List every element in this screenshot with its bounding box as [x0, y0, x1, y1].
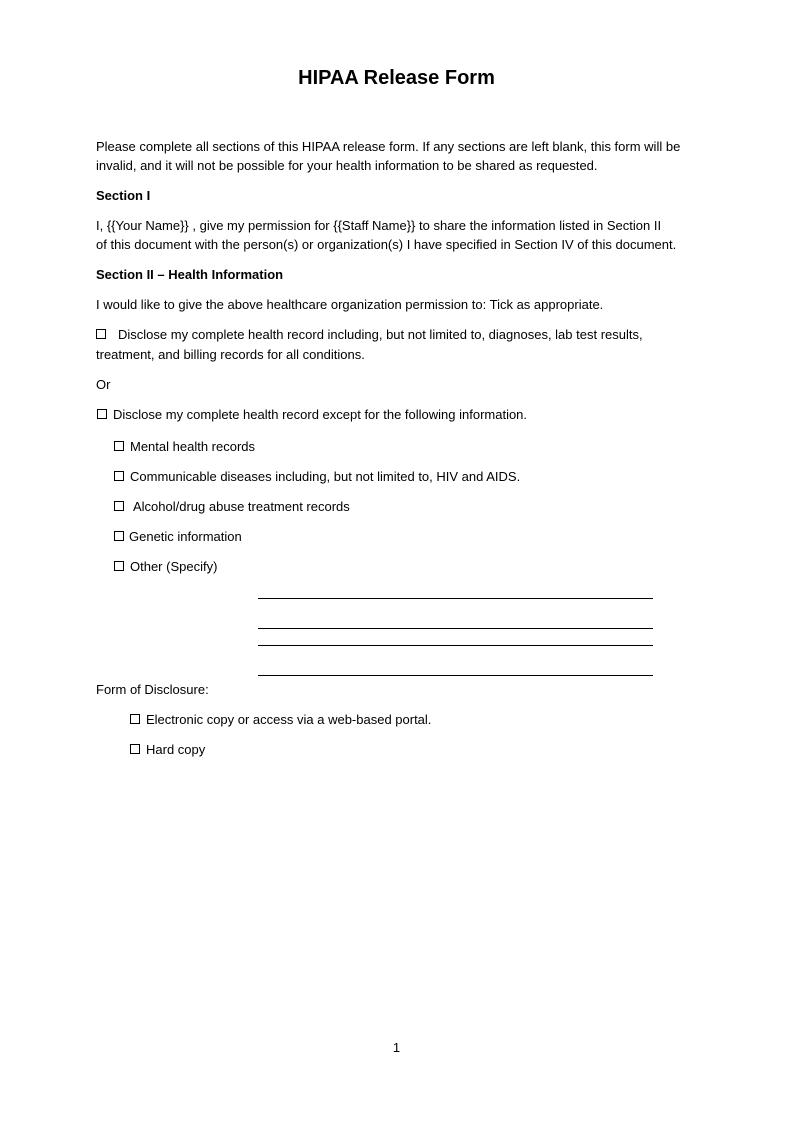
disclosure-label: Form of Disclosure:: [96, 682, 209, 697]
disclosure-checkbox[interactable]: [130, 714, 140, 724]
disclosure-option-label: Hard copy: [146, 742, 206, 757]
exception-label: Other (Specify): [130, 559, 218, 574]
disclosure-option-electronic: [130, 710, 431, 730]
section-1-line-2: of this document with the person(s) or organization(s) I have specified in Section IV of this document.: [96, 237, 677, 252]
exception-label: Genetic information: [129, 529, 242, 544]
exception-label: Mental health records: [130, 439, 256, 454]
except-disclosure-label: Disclose my complete health record except for the following information.: [113, 407, 528, 422]
disclosure-checkbox[interactable]: [130, 744, 140, 754]
exception-checkbox[interactable]: [114, 441, 124, 451]
page-title: HIPAA Release Form: [298, 67, 495, 89]
full-disclosure-checkbox[interactable]: [96, 329, 106, 339]
section-1-heading: Section I: [96, 188, 151, 203]
specify-line[interactable]: [258, 598, 653, 599]
exception-checkbox[interactable]: [114, 501, 124, 511]
specify-line[interactable]: [258, 675, 653, 676]
section-1-line-1: I, {{Your Name}} , give my permission for {{Staff Name}} to share the information listed in Section II: [96, 218, 662, 233]
exception-checkbox[interactable]: [114, 531, 124, 541]
exception-label: Communicable diseases including, but not limited to, HIV and AIDS.: [130, 469, 521, 484]
or-text: Or: [96, 377, 111, 392]
exception-item-mental-health: [114, 437, 255, 457]
exception-label: Alcohol/drug abuse treatment records: [133, 499, 350, 514]
exception-item-communicable-diseases: [114, 467, 520, 487]
exception-checkbox[interactable]: [114, 561, 124, 571]
exception-item-other: [114, 557, 217, 577]
full-disclosure-label-line-1: Disclose my complete health record including, but not limited to, diagnoses, lab test results,: [118, 327, 643, 342]
exception-item-alcohol-drug: [114, 497, 350, 517]
except-disclosure-checkbox[interactable]: [97, 409, 107, 419]
page-number: 1: [392, 1040, 401, 1055]
intro-line-2: invalid, and it will not be possible for your health information to be shared as requested.: [96, 158, 598, 173]
specify-line[interactable]: [258, 628, 653, 629]
intro-line-1: Please complete all sections of this HIPAA release form. If any sections are left blank, this form will be: [96, 139, 681, 154]
option-except-disclosure: [97, 405, 527, 425]
section-2-heading: Section II – Health Information: [96, 267, 284, 282]
exception-item-genetic: [114, 527, 242, 547]
option-full-disclosure: [96, 325, 643, 345]
disclosure-option-hard-copy: [130, 740, 205, 760]
disclosure-option-label: Electronic copy or access via a web-based portal.: [146, 712, 432, 727]
full-disclosure-label-line-2: treatment, and billing records for all conditions.: [96, 347, 365, 362]
exception-checkbox[interactable]: [114, 471, 124, 481]
specify-line[interactable]: [258, 645, 653, 646]
section-2-instruction: I would like to give the above healthcare organization permission to: Tick as appropriate.: [96, 297, 604, 312]
